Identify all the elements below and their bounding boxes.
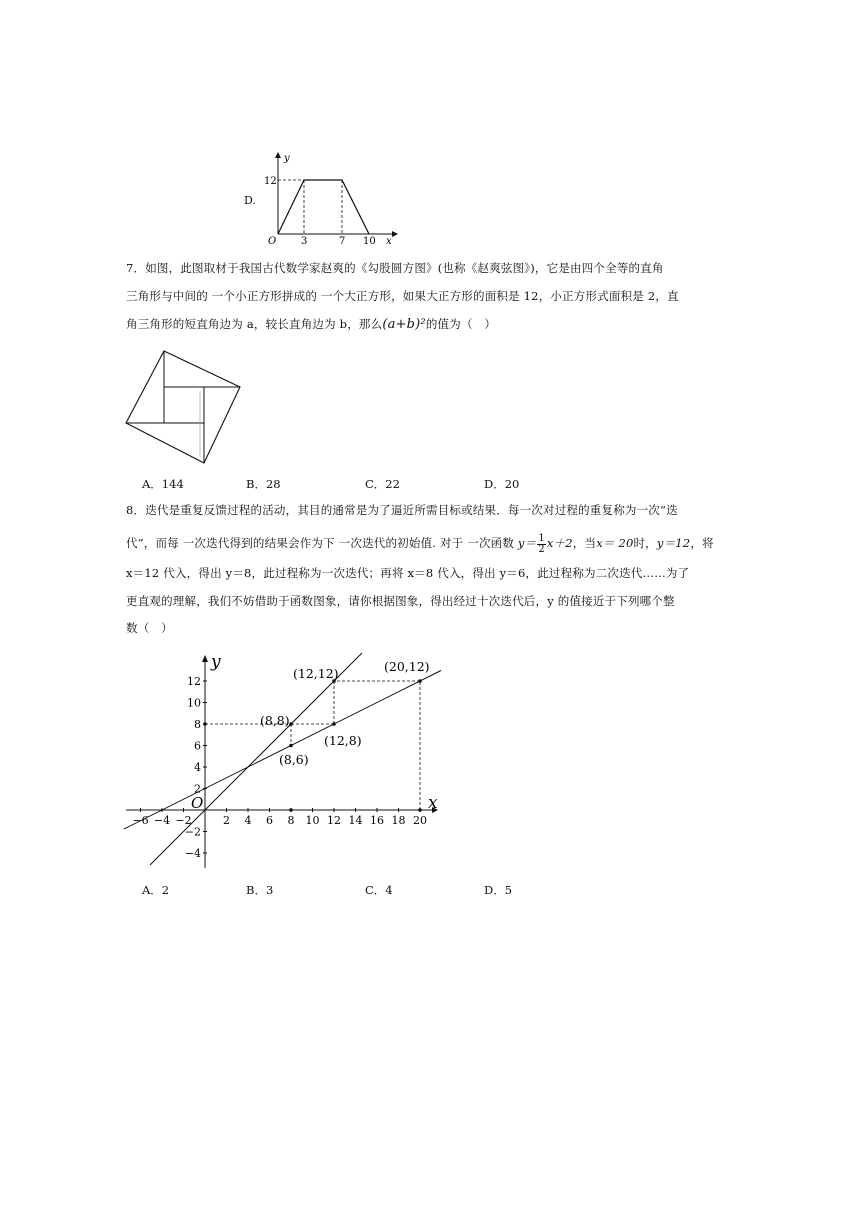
- q8-y-tick-10: 10: [187, 696, 201, 710]
- q8-x-tick-4: 4: [244, 814, 252, 827]
- q7-option-c[interactable]: C．22: [365, 477, 400, 491]
- q8-option-b[interactable]: B．3: [246, 883, 274, 897]
- q8-fraction-denominator: 2: [538, 543, 545, 555]
- q8-stem-then: 时，: [633, 536, 657, 550]
- q8-option-d[interactable]: D．5: [484, 883, 513, 897]
- q8-cond-y: y＝12: [656, 536, 691, 550]
- q8-x-tick-6: 6: [266, 814, 273, 827]
- q7-stem-line-2: 三角形与中间的 一个小正方形拼成的 一个大正方形，如果大正方形的面积是 12，小正方形式面积是 2，直: [126, 289, 679, 303]
- q8-point-label-20-12: (20,12): [384, 659, 430, 674]
- q8-point-label-8-6: (8,6): [279, 752, 309, 767]
- zhao-shuang-chord-diagram: [120, 345, 245, 467]
- q7-stem-line-3-text: 角三角形的短直角边为 a，较长直角边为 b，那么: [126, 317, 383, 331]
- q6-y-axis-label: y: [284, 153, 290, 164]
- q8-x-tick-14: 14: [348, 814, 363, 827]
- q6-y-tick-12: 12: [264, 176, 277, 187]
- q8-stem-line-2: [126, 530, 714, 556]
- q7-stem-line-1: 7．如图，此图取材于我国古代数学家赵爽的《勾股圆方图》(也称《赵爽弦图》)，它是由四个全等的直角: [126, 261, 664, 275]
- q6-x-tick-10: 10: [363, 236, 376, 247]
- q8-y-tick-12: 12: [187, 675, 201, 688]
- q6-option-d: [240, 150, 400, 250]
- q8-point-label-12-12: (12,12): [293, 666, 339, 681]
- q8-y-axis-label: y: [211, 652, 221, 672]
- line-y-equals-x: [150, 653, 362, 865]
- q7-stem-line-3-tail: 的值为（ ）: [425, 317, 497, 331]
- line-y-half-x-plus-2: [124, 671, 441, 830]
- q8-x-tick-2: 2: [223, 814, 230, 827]
- q6-x-tick-7: 7: [339, 236, 346, 247]
- q8-x-tick-12: 12: [327, 814, 341, 827]
- q8-option-a[interactable]: A．2: [142, 883, 170, 897]
- q8-x-tick-neg4: −4: [153, 814, 171, 827]
- q8-origin-label: O: [191, 794, 204, 812]
- q7-option-a[interactable]: A．144: [142, 477, 184, 491]
- q8-x-tick-neg2: −2: [175, 814, 192, 827]
- q8-x-tick-20: 20: [413, 814, 427, 827]
- q6-x-axis-label: x: [386, 236, 392, 247]
- q8-x-axis-label: x: [428, 793, 438, 813]
- q8-stem-line-5: 数（ ）: [126, 621, 173, 635]
- q8-stem-substitute: ，将: [690, 536, 714, 550]
- q8-point-label-12-8: (12,8): [324, 733, 362, 748]
- q8-stem-line-4: 更直观的理解，我们不妨借助于函数图象，请你根据图象，得出经过十次迭代后，y 的值接近于下列哪个整: [126, 594, 675, 608]
- q8-option-c[interactable]: C．4: [365, 883, 393, 897]
- q8-y-tick-6: 6: [194, 739, 201, 753]
- q8-func-suffix: x＋2: [546, 536, 573, 550]
- q8-x-tick-16: 16: [370, 814, 384, 827]
- q7-expression: (a+b)²: [382, 317, 426, 332]
- q8-iteration-graph: [120, 645, 450, 875]
- q8-stem-line-2-text: 代”，而每 一次迭代得到的结果会作为下 一次迭代的初始值. 对于 一次函数: [126, 536, 515, 550]
- q7-option-d[interactable]: D．20: [484, 477, 520, 491]
- q8-y-tick-2: 2: [194, 782, 201, 796]
- q8-cond-x: x＝ 20: [596, 536, 634, 550]
- q8-stem-line-1: 8．迭代是重复反馈过程的活动，其目的通常是为了逼近所需目标或结果．每一次对过程的重复称为一次“迭: [126, 503, 678, 517]
- q8-point-label-8-8: (8,8): [260, 713, 290, 728]
- q6-origin-label: O: [268, 236, 277, 247]
- q8-y-tick-4: 4: [194, 761, 201, 774]
- q6-x-tick-3: 3: [301, 236, 308, 247]
- q8-stem-line-3: x＝12 代入，得出 y＝8，此过程称为一次迭代；再将 x＝8 代入，得出 y＝6，此过程称为二次迭代……为了: [126, 566, 690, 580]
- q8-y-tick-neg4: −4: [184, 847, 201, 860]
- q8-x-tick-10: 10: [305, 814, 320, 827]
- q6-option-d-label: D.: [244, 194, 256, 207]
- q7-option-b[interactable]: B．28: [246, 477, 281, 491]
- q8-x-tick-neg6: −6: [132, 814, 149, 827]
- q8-func-prefix: y＝: [517, 536, 537, 550]
- q8-stem-when: ，当: [572, 536, 597, 550]
- q8-y-tick-8: 8: [194, 718, 201, 731]
- q8-x-tick-8: 8: [287, 814, 295, 827]
- q6-trapezoid-graph: [240, 150, 400, 250]
- q8-y-tick-neg2: −2: [184, 825, 201, 839]
- q8-fraction-numerator: 1: [538, 532, 545, 544]
- q7-stem-line-3: [126, 316, 496, 333]
- q8-x-tick-18: 18: [391, 814, 406, 827]
- q8-fraction: [537, 534, 546, 555]
